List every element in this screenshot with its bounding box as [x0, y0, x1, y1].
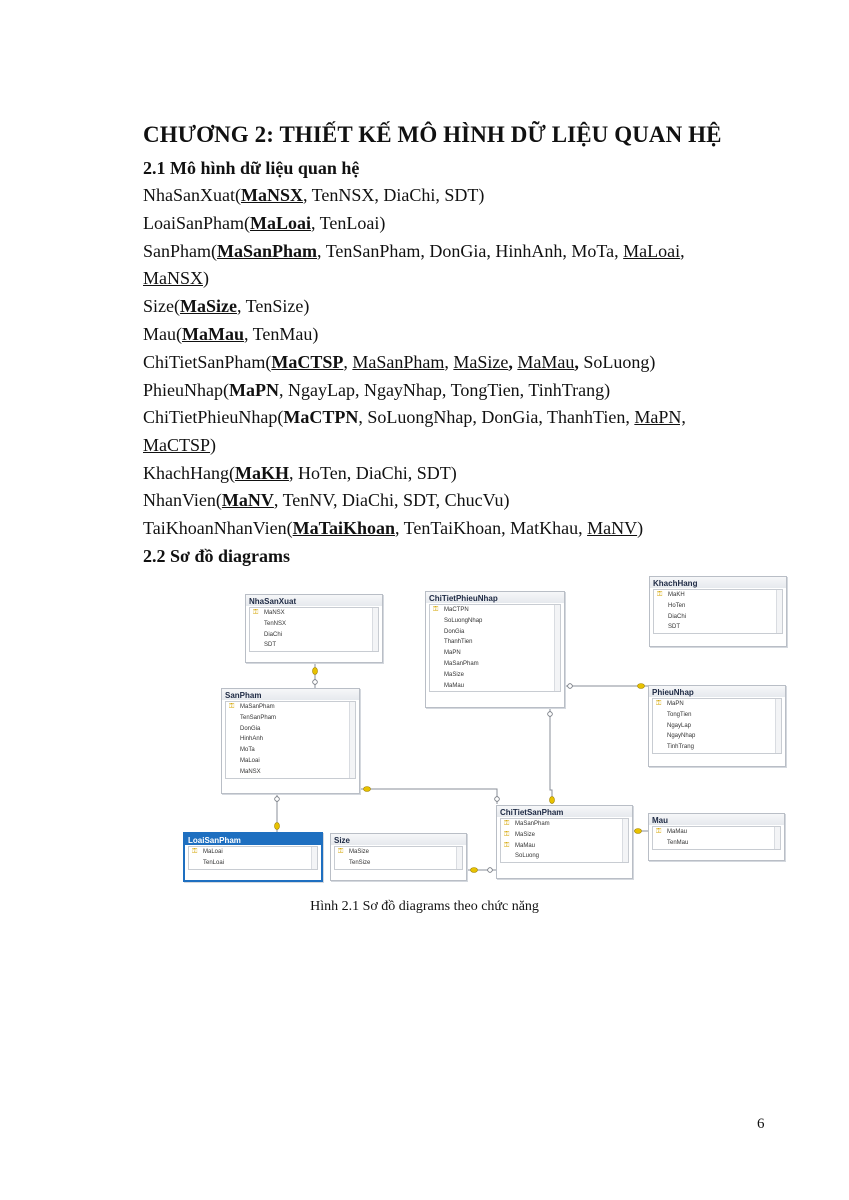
column-row [430, 627, 560, 638]
attributes: , TenNSX, DiaChi, SDT) [302, 185, 485, 205]
table-title: PhieuNhap [649, 686, 785, 697]
primary-key: MaSize [179, 296, 237, 316]
separator: , [444, 352, 454, 372]
column-row [250, 640, 378, 651]
table-title: Size [331, 834, 466, 845]
relation-name: SanPham( [143, 241, 217, 261]
foreign-key: MaNV [587, 518, 638, 538]
column-name: MaSize [444, 671, 465, 678]
column-row [653, 742, 781, 753]
column-name: TinhTrang [667, 744, 694, 751]
column-name: ThanhTien [444, 639, 473, 646]
column-row [430, 605, 560, 616]
key-icon: ⚿ [656, 828, 662, 835]
column-name: MaLoai [240, 757, 260, 764]
column-name: TenMau [667, 839, 689, 846]
attributes: , TenLoai) [310, 213, 386, 233]
attributes: SoLuong) [578, 352, 656, 372]
foreign-key: MaSanPham [352, 352, 445, 372]
column-row [654, 622, 782, 633]
column-name: TenNSX [264, 620, 287, 627]
closing: ) [210, 435, 217, 455]
column-row [226, 767, 355, 778]
table-title: NhaSanXuat [246, 595, 382, 606]
primary-key: MaCTSP [271, 352, 344, 372]
attributes: , SoLuongNhap, DonGia, ThanhTien, [358, 407, 635, 427]
primary-key: MaKH [234, 463, 289, 483]
table-title: LoaiSanPham [185, 834, 321, 845]
primary-key: MaSanPham [217, 241, 318, 261]
table-columns [249, 607, 379, 652]
table-mau[interactable] [648, 813, 785, 861]
table-size[interactable] [330, 833, 467, 881]
column-row [430, 637, 560, 648]
table-title: Mau [649, 814, 784, 825]
column-row [335, 847, 462, 858]
column-name: DonGia [240, 725, 261, 732]
column-row [653, 699, 781, 710]
attributes: , TenSanPham, DonGia, HinhAnh, MoTa, [317, 241, 624, 261]
table-chitietsanpham[interactable] [496, 805, 633, 879]
column-name: MaSanPham [240, 704, 275, 710]
column-row [653, 827, 780, 838]
table-nhasanxuat[interactable] [245, 594, 383, 663]
page-number: 6 [757, 1116, 765, 1132]
key-icon: ⚿ [229, 703, 235, 710]
column-name: MaLoai [203, 849, 223, 855]
column-name: NgayLap [667, 722, 692, 729]
foreign-key: MaPN, [634, 407, 686, 427]
separator: , [343, 352, 353, 372]
chapter-title: CHƯƠNG 2: THIẾT KẾ MÔ HÌNH DỮ LIỆU QUAN HỆ [143, 122, 722, 147]
closing: ) [637, 518, 644, 538]
column-row [226, 713, 355, 724]
column-name: MaMau [444, 682, 465, 689]
table-columns [334, 846, 463, 870]
primary-key: MaTaiKhoan [292, 518, 395, 538]
primary-key: MaMau [182, 324, 244, 344]
column-row [250, 619, 378, 630]
primary-key: MaLoai [249, 213, 311, 233]
relation-name: PhieuNhap( [143, 380, 229, 400]
column-name: MoTa [240, 747, 255, 754]
table-columns [225, 701, 356, 779]
attributes: , TenNV, DiaChi, SDT, ChucVu) [273, 490, 510, 510]
relation-name: ChiTietPhieuNhap( [143, 407, 284, 427]
table-title: KhachHang [650, 577, 786, 588]
section-title: Sơ đồ diagrams [170, 546, 290, 566]
table-columns [500, 818, 629, 863]
separator: , [508, 352, 518, 372]
column-row [653, 838, 780, 849]
attributes: , TenTaiKhoan, MatKhau, [394, 518, 588, 538]
table-sanpham[interactable] [221, 688, 360, 794]
relation-name: Size( [143, 296, 180, 316]
column-name: HoTen [668, 602, 686, 609]
column-name: NgayNhap [667, 733, 696, 740]
attributes: , HoTen, DiaChi, SDT) [288, 463, 457, 483]
primary-key: MaNV [221, 490, 274, 510]
column-row [430, 659, 560, 670]
relation-name: LoaiSanPham( [143, 213, 250, 233]
column-row [501, 819, 628, 830]
column-row [226, 734, 355, 745]
column-row [430, 648, 560, 659]
column-row [226, 702, 355, 713]
foreign-key: MaCTSP [143, 435, 211, 455]
column-row [189, 847, 317, 858]
table-columns [652, 698, 782, 754]
foreign-key: MaSize [453, 352, 509, 372]
relation-name: TaiKhoanNhanVien( [143, 518, 293, 538]
separator: , [574, 352, 579, 372]
column-name: MaNSX [240, 768, 261, 775]
key-icon: ⚿ [504, 820, 510, 827]
column-row [226, 756, 355, 767]
attributes: , NgayLap, NgayNhap, TongTien, TinhTrang) [278, 380, 611, 400]
table-columns [653, 589, 783, 634]
column-name: MaPN [444, 650, 461, 657]
relation-name: KhachHang( [143, 463, 235, 483]
column-name: MaSize [515, 831, 536, 838]
section-number: 2.2 [143, 546, 166, 566]
column-row [226, 745, 355, 756]
column-row [654, 612, 782, 623]
table-columns [188, 846, 318, 870]
key-icon: ⚿ [253, 609, 259, 616]
relation-name: NhanVien( [143, 490, 222, 510]
column-row [654, 601, 782, 612]
attributes: , TenSize) [236, 296, 310, 316]
column-name: SDT [668, 624, 680, 631]
relation-name: NhaSanXuat( [143, 185, 241, 205]
column-name: TenSize [349, 859, 371, 866]
column-name: MaSanPham [444, 660, 479, 667]
column-row [653, 710, 781, 721]
table-khachhang[interactable] [649, 576, 787, 647]
relation-name: ChiTietSanPham( [143, 352, 272, 372]
column-name: SDT [264, 642, 276, 649]
attributes: , TenMau) [244, 324, 319, 344]
table-chitietphieunhap[interactable] [425, 591, 565, 708]
foreign-key: MaLoai [623, 241, 681, 261]
connector-sanpham-chitietsanpham [359, 789, 497, 804]
column-row [430, 616, 560, 627]
column-name: MaNSX [264, 610, 285, 616]
column-row [430, 681, 560, 692]
column-name: DiaChi [264, 631, 283, 638]
column-name: MaMau [515, 842, 536, 849]
column-name: MaKH [668, 592, 685, 598]
closing: ) [203, 268, 210, 288]
table-columns [652, 826, 781, 850]
key-icon: ⚿ [192, 848, 198, 855]
column-row [501, 841, 628, 852]
foreign-key: MaNSX [143, 268, 204, 288]
column-name: SoLuong [515, 853, 540, 860]
table-phieunhap[interactable] [648, 685, 786, 767]
column-row [653, 721, 781, 732]
table-title: ChiTietSanPham [497, 806, 632, 817]
key-icon: ⚿ [433, 606, 439, 613]
column-name: MaSize [349, 849, 370, 855]
column-name: MaMau [667, 829, 688, 835]
separator: , [680, 241, 685, 261]
primary-key: MaPN [228, 380, 279, 400]
column-row [189, 858, 317, 869]
column-row [430, 670, 560, 681]
key-icon: ⚿ [338, 848, 344, 855]
connector-ctpn-ctsp [550, 709, 552, 804]
key-icon: ⚿ [504, 841, 510, 849]
column-row [226, 724, 355, 735]
figure-caption: Hình 2.1 Sơ đồ diagrams theo chức năng [310, 899, 539, 914]
primary-key: MaNSX [240, 185, 303, 205]
key-icon: ⚿ [656, 700, 662, 707]
column-row [653, 731, 781, 742]
table-title: ChiTietPhieuNhap [426, 592, 564, 603]
column-row [250, 630, 378, 641]
column-name: DiaChi [668, 613, 687, 620]
table-loaisanpham[interactable] [183, 832, 323, 882]
key-icon: ⚿ [657, 591, 663, 598]
column-name: MaPN [667, 701, 684, 707]
column-name: TenLoai [203, 859, 225, 866]
column-row [501, 851, 628, 862]
section-number: 2.1 [143, 158, 166, 178]
column-name: MaSanPham [515, 821, 550, 827]
key-icon: ⚿ [504, 830, 510, 838]
section-title: Mô hình dữ liệu quan hệ [170, 158, 360, 178]
column-name: TongTien [667, 711, 692, 718]
column-name: DonGia [444, 628, 465, 635]
relation-name: Mau( [143, 324, 182, 344]
column-row [654, 590, 782, 601]
table-columns [429, 604, 561, 692]
table-title: SanPham [222, 689, 359, 700]
column-name: TenSanPham [240, 714, 277, 721]
column-name: MaCTPN [444, 607, 469, 613]
column-name: SoLuongNhap [444, 617, 483, 624]
column-row [250, 608, 378, 619]
column-row [501, 830, 628, 841]
column-name: HinhAnh [240, 736, 264, 743]
column-row [335, 858, 462, 869]
primary-key: MaCTPN [283, 407, 359, 427]
foreign-key: MaMau [517, 352, 575, 372]
